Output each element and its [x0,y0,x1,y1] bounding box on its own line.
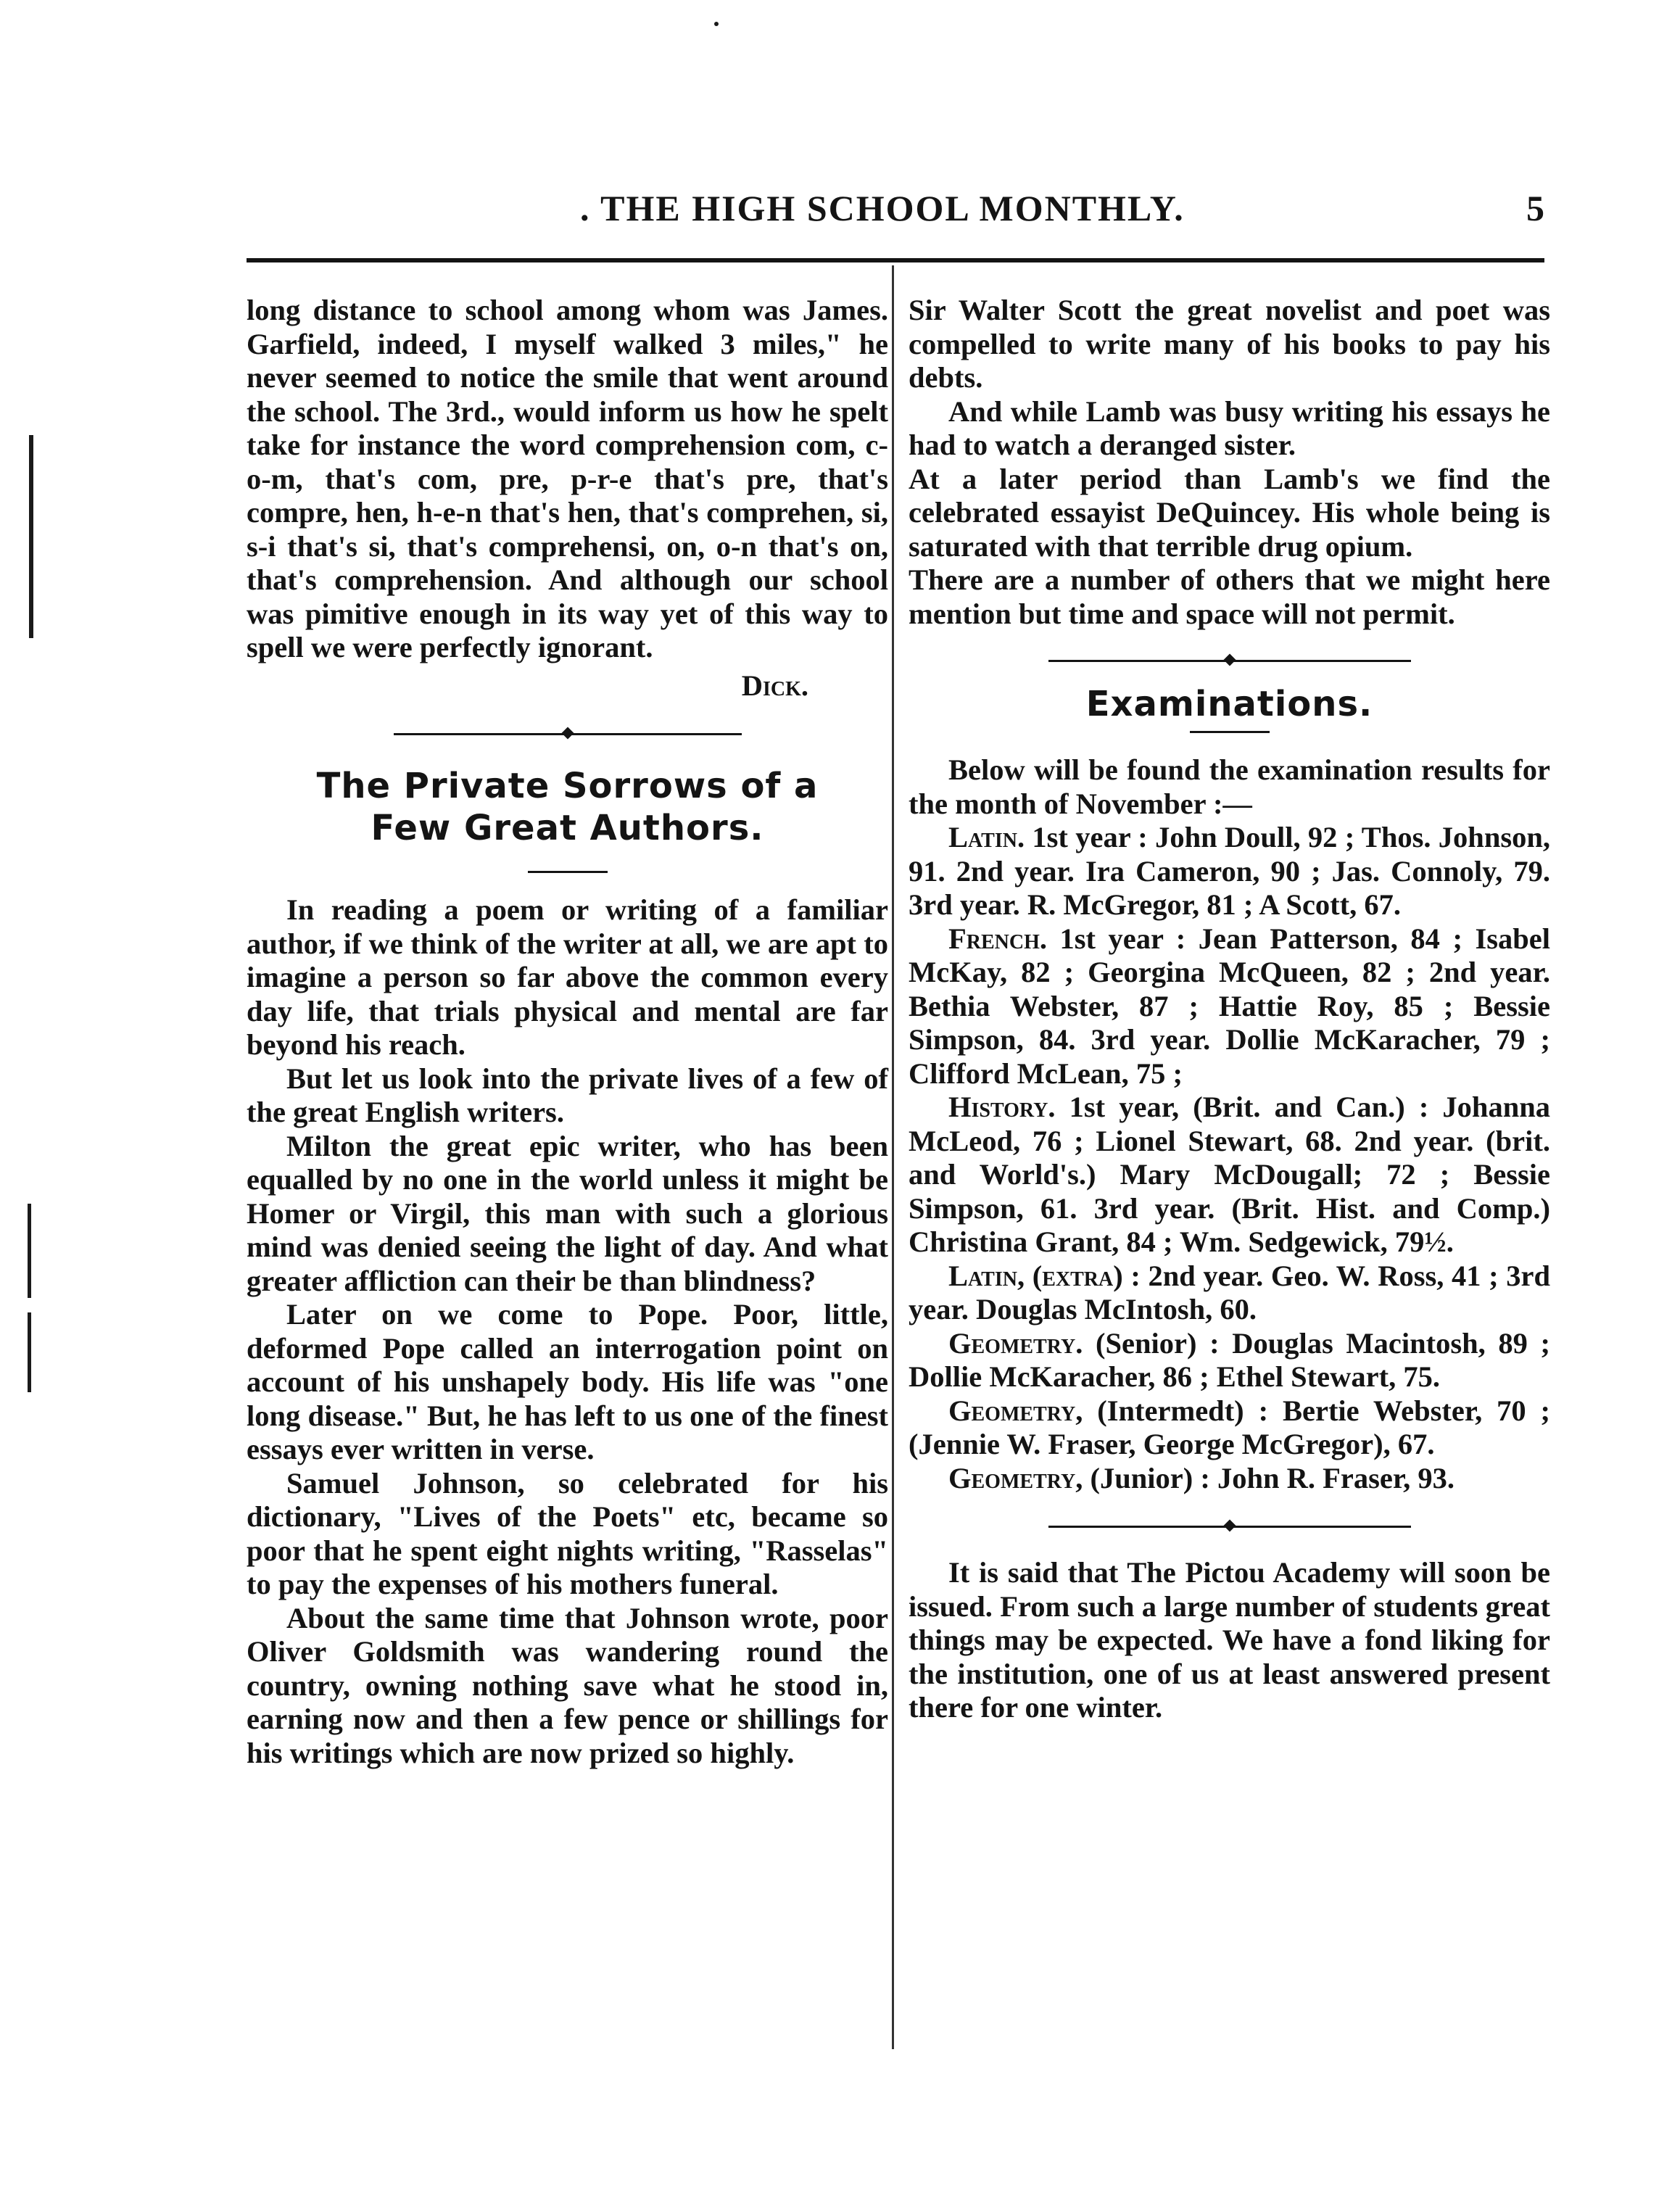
article-paragraph: Later on we come to Pope. Poor, little, deformed Pope called an interrogation point on account of his unshapely body. His life was "one long disease." But, he has left to us one of the finest essays ever written in verse. [247,1298,888,1465]
examinations-title: Examinations. [1085,684,1373,724]
exam-subject: Geometry, [948,1461,1083,1494]
running-title: . THE HIGH SCHOOL MONTHLY. [580,188,1185,228]
article-paragraph: In reading a poem or writing of a familiar author, if we think of the writer at all, we are apt to imagine a person so far above the common every day life, that trials physical and mental are far beyond his reach. [247,893,888,1061]
title-rule [1190,731,1270,733]
page-number: 5 [1526,188,1544,228]
continued-text: Sir Walter Scott the great novelist and poet was compelled to write many of his books to pay his debts. [909,294,1550,394]
section-divider [1048,1508,1411,1546]
article-paragraph: But let us look into the private lives of a few of the great English writers. [247,1062,888,1128]
scan-mark [28,1204,31,1298]
scan-mark [29,435,33,638]
exam-results: 1st year : John Doull, 92 ; Thos. Johnson, 91. 2nd year. Ira Cameron, 90 ; Jas. Connoly, 79. 3rd year. R. McGregor, 81 ; A Scott, 67. [909,821,1551,921]
scan-mark [714,22,719,26]
continued-text: long distance to school among whom was James. Garfield, indeed, I myself walked 3 miles," he never seemed to notice the smile that went around the school. The 3rd., would inform us how he spelt take for instance the word comprehension com, c-o-m, that's com, pre, p-r-e that's pre, that's compre, hen, h-e-n that's hen, that's comprehen, si, s-i that's si, that's comprehensi, on, o-n that's on, that's comprehension. And although our school was pimitive enough in its way yet of this way to spell we were perfectly ignorant. [247,294,888,663]
exam-results: 1st year : Jean Patterson, 84 ; Isabel McKay, 82 ; Georgina McQueen, 82 ; 2nd year. Bethia Webster, 87 ; Hattie Roy, 85 ; Bessie Simpson, 84. 3rd year. Dollie McKaracher, 79 ; Clifford McLean, 75 ; [909,922,1550,1090]
exam-entry [909,1327,1550,1394]
scan-mark [28,1312,31,1392]
exam-subject: History. [948,1091,1056,1123]
left-column [247,294,888,1770]
exam-entry [909,1394,1550,1462]
continued-text: And while Lamb was busy writing his essays he had to watch a deranged sister. [909,394,1550,461]
examinations-intro: Below will be found the examination results for the month of November :— [909,753,1550,820]
title-rule [528,871,608,873]
article-paragraph: About the same time that Johnson wrote, poor Oliver Goldsmith was wandering round the country, owning nothing save what he stood in, earning now and then a few pence or shillings for his writings which are now prized so highly. [247,1601,888,1769]
right-column [909,294,1550,1725]
section-divider [1048,642,1411,680]
exam-results: 2nd year. Geo. W. Ross, 41 ; 3rd year. Douglas McIntosh, 60. [909,1259,1550,1325]
exam-subject: French. [948,922,1047,955]
exam-results: (Intermedt) : Bertie Webster, 70 ; (Jennie W. Fraser, George McGregor), 67. [909,1394,1551,1460]
exam-entry [909,1260,1550,1327]
section-divider [394,716,742,753]
article-paragraph: Samuel Johnson, so celebrated for his dictionary, "Lives of the Poets" etc, became so poor that he spent eight nights writing, "Rasselas" to pay the expenses of his mothers funeral. [247,1466,888,1600]
continued-text: There are a number of others that we might here mention but time and space will not permit. [909,563,1550,630]
exam-results: 1st year, (Brit. and Can.) : Johanna McLeod, 76 ; Lionel Stewart, 68. 2nd year. (brit. and World's.) Mary McDougall; 72 ; Bessie Simpson, 61. 3rd year. (Brit. Hist. and Comp.) Christina Grant, 84 ; Wm. Sedgewick, 79½. [909,1091,1550,1258]
exam-results: (Junior) : John R. Fraser, 93. [1090,1461,1455,1494]
exam-subject: Latin, (extra) : [948,1259,1141,1292]
exam-entry [909,821,1550,922]
academy-notice: It is said that The Pictou Academy will soon be issued. From such a large number of students great things may be expected. We have a fond liking for the institution, one of us at least answered present there for one winter. [909,1556,1550,1724]
exam-entry [909,1462,1550,1496]
exam-subject: Geometry. [948,1326,1083,1360]
article-paragraph: Milton the great epic writer, who has been equalled by no one in the world unless it might be Homer or Virgil, this man with such a glorious mind was denied seeing the light of day. And what greater affliction can their be than blindness? [247,1129,888,1297]
column-divider [892,265,894,2049]
exam-subject: Geometry, [948,1394,1083,1427]
header-rule [247,258,1544,262]
exam-subject: Latin. [948,821,1025,853]
continued-text: At a later period than Lamb's we find the celebrated essayist DeQuincey. His whole being is saturated with that terrible drug opium. [909,462,1550,563]
exam-results: (Senior) : Douglas Macintosh, 89 ; Dollie McKaracher, 86 ; Ethel Stewart, 75. [909,1326,1550,1393]
exam-entry [909,1091,1550,1260]
page-header [247,187,1544,245]
exam-entry [909,922,1550,1091]
article-title: The Private Sorrows of a Few Great Authors. [316,766,819,848]
author-signature: Dick. [741,669,808,702]
